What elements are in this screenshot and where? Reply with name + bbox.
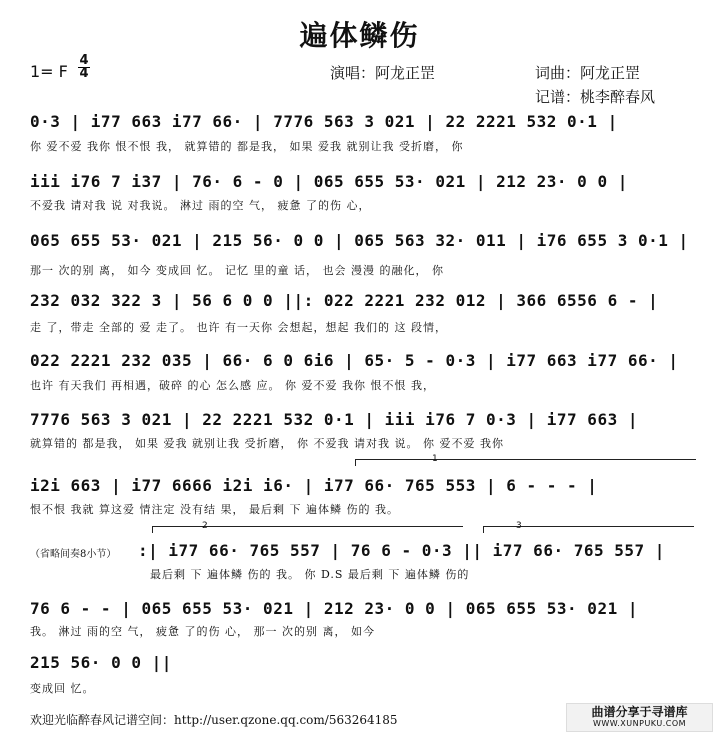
lyric-line-1: 你 爱不爱 我你 恨不恨 我， 就算错的 都是我， 如果 爱我 就别让我 受折磨， 你 [30,140,464,153]
time-signature-bottom: 4 [79,66,89,81]
site-watermark-badge [566,703,713,732]
volta-number-1: 1 [432,454,438,464]
notation-line-2: iii i76 7 i37 | 76· 6 - 0 | 065 655 53· 021 | 212 23· 0 0 | [30,172,628,191]
score-title: 遍体鳞伤 [299,19,420,52]
time-signature-top: 4 [79,53,89,68]
notation-line-5: 022 2221 232 035 | 66· 6 0 6i6 | 65· 5 - 0·3 | i77 663 i77 66· | [30,351,679,370]
singer-credit: 演唱：阿龙正罡 [330,64,436,82]
lyric-line-8: 最后剩 下 遍体鳞 伤的 我。 你 D.S 最后剩 下 遍体鳞 伤的 [150,568,470,581]
lyric-line-7: 恨不恨 我就 算这爱 情注定 没有结 果， 最后剩 下 遍体鳞 伤的 我。 [30,503,399,516]
lyric-line-5: 也许 有天我们 再相遇，破碎 的心 怎么感 应。 你 爱不爱 我你 恨不恨 我， [30,379,435,392]
lyric-line-4: 走 了，带走 全部的 爱 走了。 也许 有一天你 会想起，想起 我们的 这 段情， [30,321,447,334]
volta-number-2: 2 [202,521,208,531]
badge-line-1: 曲谱分享于寻谱库 [591,705,688,719]
time-signature [78,55,90,80]
notation-line-6: 7776 563 3 021 | 22 2221 532 0·1 | iii i76 7 0·3 | i77 663 | [30,410,638,429]
volta-bracket-1 [355,459,696,466]
interlude-note: （省略间奏8小节） [30,549,117,560]
volta-number-3: 3 [516,521,522,531]
notation-line-4: 232 032 322 3 | 56 6 0 0 ||: 022 2221 232 012 | 366 6556 6 - | [30,291,659,310]
notation-line-1: 0·3 | i77 663 i77 66· | 7776 563 3 021 | 22 2221 532 0·1 | [30,112,618,131]
volta-bracket-3 [483,526,694,533]
composer-credit: 词曲：阿龙正罡 [535,64,641,82]
notation-line-10: 215 56· 0 0 || [30,653,172,672]
notation-line-3: 065 655 53· 021 | 215 56· 0 0 | 065 563 32· 011 | i76 655 3 0·1 | [30,231,689,250]
key-signature: 1= F [30,62,68,81]
lyric-line-6: 就算错的 都是我， 如果 爱我 就别让我 受折磨， 你 不爱我 请对我 说。 你 爱不爱 我你 [30,437,504,450]
lyric-line-9: 我。 淋过 雨的空 气， 疲惫 了的伤 心， 那一 次的别 离， 如今 [30,625,375,638]
lyric-line-2: 不爱我 请对我 说 对我说。 淋过 雨的空 气， 疲惫 了的伤 心， [30,199,371,212]
transcriber-credit: 记谱：桃李醉春风 [535,88,656,106]
volta-bracket-2 [152,526,463,533]
notation-line-7: i2i 663 | i77 6666 i2i i6· | i77 66· 765 553 | 6 - - - | [30,476,598,495]
notation-line-8: :| i77 66· 765 557 | 76 6 - 0·3 || i77 66· 765 557 | [138,541,665,560]
lyric-line-3: 那一 次的别 离， 如今 变成回 忆。 记忆 里的童 话， 也会 漫漫 的融化， 你 [30,264,444,277]
lyric-line-10: 变成回 忆。 [30,682,95,695]
notation-line-9: 76 6 - - | 065 655 53· 021 | 212 23· 0 0 | 065 655 53· 021 | [30,599,638,618]
footer-text: 欢迎光临醉春风记谱空间：http://user.qzone.qq.com/563264185 [30,713,398,727]
badge-line-2: WWW.XUNPUKU.COM [592,719,687,728]
